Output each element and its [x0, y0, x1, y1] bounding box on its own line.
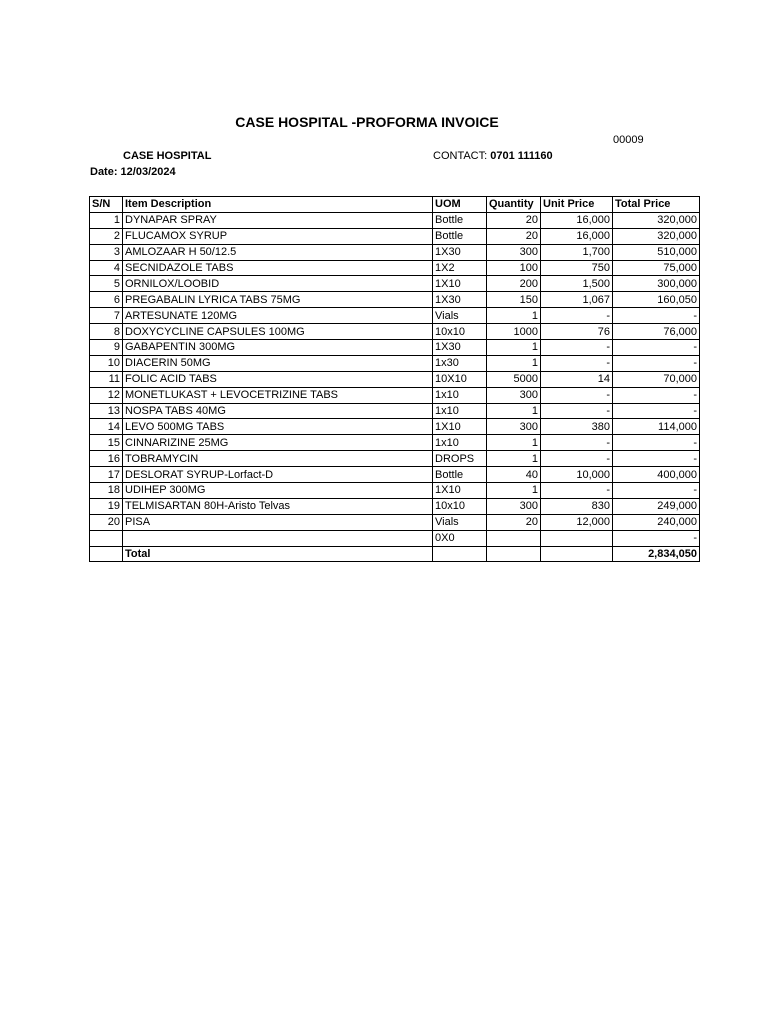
cell-uom: 1X2 — [433, 260, 487, 276]
cell-item-description — [123, 530, 433, 546]
cell-item-description: DIACERIN 50MG — [123, 355, 433, 371]
table-row — [90, 324, 700, 340]
cell-uom: Bottle — [433, 212, 487, 228]
cell-uom: Bottle — [433, 228, 487, 244]
cell-quantity: 300 — [487, 387, 541, 403]
cell-unit-price: - — [541, 435, 613, 451]
table-row — [90, 467, 700, 483]
cell-unit-price: - — [541, 483, 613, 499]
cell-quantity: 300 — [487, 419, 541, 435]
col-header-item-description: Item Description — [123, 197, 433, 213]
table-row — [90, 371, 700, 387]
cell-uom: 10x10 — [433, 324, 487, 340]
cell-quantity: 1 — [487, 451, 541, 467]
cell-unit-price: 12,000 — [541, 514, 613, 530]
cell-item-description: TELMISARTAN 80H-Aristo Telvas — [123, 498, 433, 514]
cell-total-price: - — [613, 483, 700, 499]
cell-item-description: TOBRAMYCIN — [123, 451, 433, 467]
invoice-table — [89, 196, 700, 562]
cell-sn: 16 — [90, 451, 123, 467]
cell-item-description: PISA — [123, 514, 433, 530]
contact-value: 0701 111160 — [490, 150, 553, 162]
cell-quantity: 300 — [487, 498, 541, 514]
cell-total-price: 240,000 — [613, 514, 700, 530]
cell-sn: 10 — [90, 355, 123, 371]
table-row — [90, 403, 700, 419]
table-header-row — [90, 197, 700, 213]
cell-unit-price: - — [541, 355, 613, 371]
cell-total-price: - — [613, 355, 700, 371]
hospital-name: CASE HOSPITAL — [123, 150, 212, 162]
cell-uom: 1X30 — [433, 292, 487, 308]
cell-quantity: 20 — [487, 514, 541, 530]
cell-total-price: 75,000 — [613, 260, 700, 276]
total-row-unit-price — [541, 546, 613, 562]
cell-quantity: 1 — [487, 355, 541, 371]
cell-unit-price: 16,000 — [541, 212, 613, 228]
table-row — [90, 308, 700, 324]
cell-item-description: FOLIC ACID TABS — [123, 371, 433, 387]
total-label: Total — [123, 546, 433, 562]
cell-sn: 11 — [90, 371, 123, 387]
cell-total-price: 400,000 — [613, 467, 700, 483]
cell-item-description: LEVO 500MG TABS — [123, 419, 433, 435]
cell-uom: 1X10 — [433, 483, 487, 499]
cell-quantity: 20 — [487, 228, 541, 244]
cell-unit-price: 1,067 — [541, 292, 613, 308]
cell-quantity: 200 — [487, 276, 541, 292]
cell-sn — [90, 530, 123, 546]
cell-unit-price: - — [541, 451, 613, 467]
cell-unit-price: - — [541, 308, 613, 324]
cell-total-price: - — [613, 530, 700, 546]
cell-uom: 1x10 — [433, 435, 487, 451]
cell-quantity: 150 — [487, 292, 541, 308]
col-header-uom: UOM — [433, 197, 487, 213]
cell-quantity: 1 — [487, 483, 541, 499]
cell-uom: 1x30 — [433, 355, 487, 371]
cell-quantity — [487, 530, 541, 546]
cell-sn: 18 — [90, 483, 123, 499]
cell-uom: 10X10 — [433, 371, 487, 387]
cell-unit-price: 16,000 — [541, 228, 613, 244]
cell-sn: 19 — [90, 498, 123, 514]
cell-unit-price: 380 — [541, 419, 613, 435]
cell-item-description: MONETLUKAST + LEVOCETRIZINE TABS — [123, 387, 433, 403]
cell-total-price: 249,000 — [613, 498, 700, 514]
cell-total-price: 70,000 — [613, 371, 700, 387]
cell-item-description: ARTESUNATE 120MG — [123, 308, 433, 324]
cell-uom: Vials — [433, 308, 487, 324]
cell-unit-price: 10,000 — [541, 467, 613, 483]
col-header-unit-price: Unit Price — [541, 197, 613, 213]
contact-info — [433, 150, 553, 162]
table-row — [90, 498, 700, 514]
cell-item-description: FLUCAMOX SYRUP — [123, 228, 433, 244]
cell-sn: 4 — [90, 260, 123, 276]
cell-item-description: PREGABALIN LYRICA TABS 75MG — [123, 292, 433, 308]
cell-item-description: ORNILOX/LOOBID — [123, 276, 433, 292]
invoice-date: Date: 12/03/2024 — [90, 166, 176, 178]
cell-uom: Vials — [433, 514, 487, 530]
cell-total-price: - — [613, 308, 700, 324]
cell-item-description: CINNARIZINE 25MG — [123, 435, 433, 451]
cell-item-description: NOSPA TABS 40MG — [123, 403, 433, 419]
cell-unit-price: - — [541, 403, 613, 419]
table-row — [90, 483, 700, 499]
cell-unit-price: - — [541, 387, 613, 403]
cell-total-price: 320,000 — [613, 228, 700, 244]
total-row-uom — [433, 546, 487, 562]
cell-uom: 1X10 — [433, 419, 487, 435]
table-row — [90, 355, 700, 371]
cell-quantity: 20 — [487, 212, 541, 228]
cell-quantity: 1 — [487, 403, 541, 419]
cell-total-price: - — [613, 403, 700, 419]
contact-label: CONTACT: — [433, 150, 488, 162]
cell-total-price: 76,000 — [613, 324, 700, 340]
cell-sn: 7 — [90, 308, 123, 324]
col-header-quantity: Quantity — [487, 197, 541, 213]
cell-sn: 8 — [90, 324, 123, 340]
cell-quantity: 300 — [487, 244, 541, 260]
cell-uom: 1X30 — [433, 340, 487, 356]
cell-unit-price: 830 — [541, 498, 613, 514]
table-row — [90, 530, 700, 546]
cell-total-price: - — [613, 340, 700, 356]
cell-quantity: 100 — [487, 260, 541, 276]
table-row — [90, 451, 700, 467]
cell-sn: 20 — [90, 514, 123, 530]
cell-sn: 17 — [90, 467, 123, 483]
table-row — [90, 212, 700, 228]
cell-item-description: AMLOZAAR H 50/12.5 — [123, 244, 433, 260]
cell-unit-price: 750 — [541, 260, 613, 276]
cell-uom: 1X10 — [433, 276, 487, 292]
cell-item-description: SECNIDAZOLE TABS — [123, 260, 433, 276]
cell-quantity: 1 — [487, 435, 541, 451]
cell-quantity: 1 — [487, 340, 541, 356]
total-row-quantity — [487, 546, 541, 562]
cell-uom: Bottle — [433, 467, 487, 483]
cell-unit-price: 76 — [541, 324, 613, 340]
cell-total-price: - — [613, 435, 700, 451]
cell-total-price: - — [613, 387, 700, 403]
cell-sn: 9 — [90, 340, 123, 356]
cell-unit-price: - — [541, 340, 613, 356]
cell-sn: 15 — [90, 435, 123, 451]
cell-total-price: 114,000 — [613, 419, 700, 435]
cell-item-description: DOXYCYCLINE CAPSULES 100MG — [123, 324, 433, 340]
cell-item-description: GABAPENTIN 300MG — [123, 340, 433, 356]
table-row — [90, 244, 700, 260]
col-header-sn: S/N — [90, 197, 123, 213]
cell-quantity: 1 — [487, 308, 541, 324]
cell-total-price: 160,050 — [613, 292, 700, 308]
table-body — [90, 212, 700, 546]
cell-sn: 6 — [90, 292, 123, 308]
cell-sn: 12 — [90, 387, 123, 403]
cell-unit-price: 14 — [541, 371, 613, 387]
table-row — [90, 228, 700, 244]
table-row — [90, 419, 700, 435]
table-row — [90, 276, 700, 292]
total-row — [90, 546, 700, 562]
cell-sn: 5 — [90, 276, 123, 292]
cell-uom: 1X30 — [433, 244, 487, 260]
cell-item-description: DESLORAT SYRUP-Lorfact-D — [123, 467, 433, 483]
cell-unit-price: 1,700 — [541, 244, 613, 260]
table-row — [90, 260, 700, 276]
table-row — [90, 292, 700, 308]
cell-unit-price: 1,500 — [541, 276, 613, 292]
cell-sn: 1 — [90, 212, 123, 228]
invoice-number: 00009 — [613, 134, 644, 146]
cell-total-price: 510,000 — [613, 244, 700, 260]
cell-quantity: 40 — [487, 467, 541, 483]
cell-quantity: 5000 — [487, 371, 541, 387]
cell-uom: 10x10 — [433, 498, 487, 514]
col-header-total-price: Total Price — [613, 197, 700, 213]
cell-uom: 0X0 — [433, 530, 487, 546]
cell-quantity: 1000 — [487, 324, 541, 340]
cell-sn: 13 — [90, 403, 123, 419]
cell-uom: DROPS — [433, 451, 487, 467]
cell-item-description: UDIHEP 300MG — [123, 483, 433, 499]
cell-sn: 2 — [90, 228, 123, 244]
cell-total-price: - — [613, 451, 700, 467]
cell-unit-price — [541, 530, 613, 546]
cell-sn: 14 — [90, 419, 123, 435]
cell-uom: 1x10 — [433, 387, 487, 403]
invoice-title: CASE HOSPITAL -PROFORMA INVOICE — [235, 114, 499, 130]
table-row — [90, 340, 700, 356]
cell-item-description: DYNAPAR SPRAY — [123, 212, 433, 228]
table-row — [90, 435, 700, 451]
cell-total-price: 300,000 — [613, 276, 700, 292]
total-row-sn — [90, 546, 123, 562]
cell-total-price: 320,000 — [613, 212, 700, 228]
cell-uom: 1x10 — [433, 403, 487, 419]
cell-sn: 3 — [90, 244, 123, 260]
table-row — [90, 514, 700, 530]
total-value: 2,834,050 — [613, 546, 700, 562]
table-row — [90, 387, 700, 403]
